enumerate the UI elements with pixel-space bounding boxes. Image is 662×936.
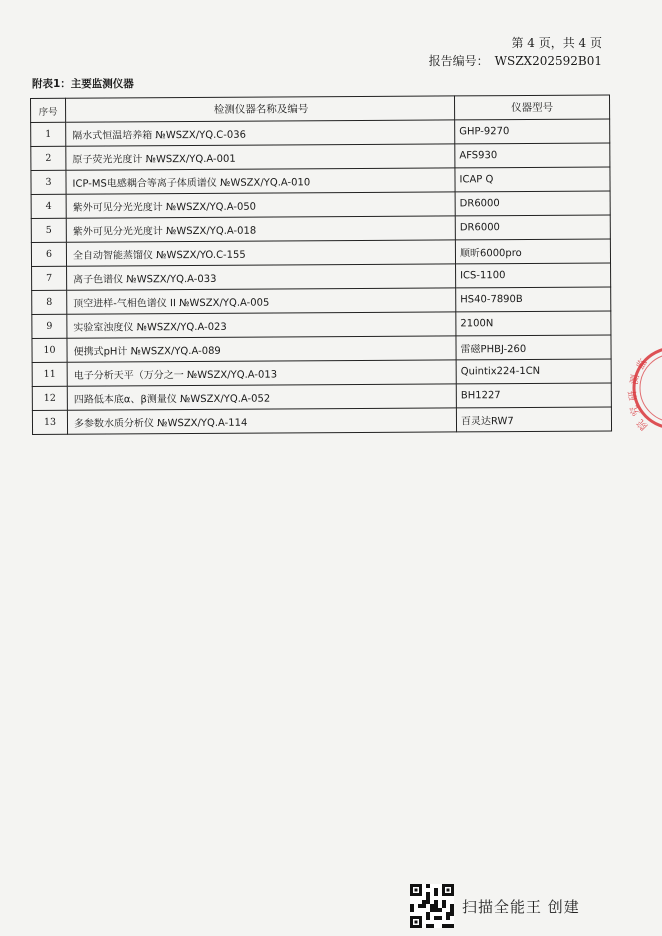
- row-number: 1: [31, 122, 66, 146]
- page-info: [429, 34, 602, 70]
- table-row: [32, 263, 611, 291]
- report-number-row: [429, 52, 602, 70]
- instrument-model: 2100N: [456, 311, 611, 336]
- table-row: [31, 167, 610, 195]
- row-number: 2: [31, 146, 66, 170]
- svg-text:监: 监: [635, 357, 650, 372]
- instrument-table: [30, 94, 612, 435]
- table-header-row: [31, 95, 610, 123]
- row-number: 3: [31, 170, 66, 194]
- header-name: 检测仪器名称及编号: [66, 96, 455, 122]
- instrument-model: ICS-1100: [456, 263, 611, 288]
- table-row: [32, 335, 611, 363]
- instrument-name: 全自动智能蒸馏仪 №WSZX/YO.C-155: [66, 240, 455, 266]
- svg-text:测: 测: [629, 373, 642, 386]
- red-seal-stamp: [622, 340, 662, 436]
- report-number-value: WSZX202592B01: [494, 54, 602, 68]
- svg-text:研: 研: [627, 389, 640, 402]
- table-row: [32, 359, 611, 387]
- instrument-name: 四路低本底α、β测量仪 №WSZX/YQ.A-052: [67, 384, 456, 410]
- instrument-model: DR6000: [455, 191, 610, 216]
- svg-text:究: 究: [628, 403, 643, 418]
- row-number: 4: [31, 194, 66, 218]
- row-number: 5: [31, 218, 66, 242]
- table-row: [31, 143, 610, 171]
- report-number-label: 报告编号：: [428, 54, 489, 68]
- row-number: 12: [32, 386, 67, 410]
- instrument-name: 离子色谱仪 №WSZX/YQ.A-033: [67, 264, 456, 290]
- table-body: [31, 119, 612, 435]
- seal-icon: [622, 340, 662, 436]
- instrument-model: 顺昕6000pro: [455, 239, 610, 264]
- row-number: 11: [32, 362, 67, 386]
- table-row: [32, 287, 611, 315]
- instrument-model: BH1227: [456, 383, 611, 408]
- instrument-model: 雷磁PHBJ-260: [456, 335, 611, 360]
- instrument-model: 百灵达RW7: [456, 407, 611, 432]
- row-number: 6: [31, 242, 66, 266]
- instrument-name: 原子荧光光度计 №WSZX/YQ.A-001: [66, 144, 455, 170]
- instrument-name: 紫外可见分光光度计 №WSZX/YQ.A-018: [66, 216, 455, 242]
- table-row: [31, 215, 610, 243]
- instrument-model: DR6000: [455, 215, 610, 240]
- instrument-model: GHP-9270: [455, 119, 610, 144]
- instrument-name: 实验室浊度仪 №WSZX/YQ.A-023: [67, 312, 456, 338]
- instrument-model: Quintix224-1CN: [456, 359, 611, 384]
- instrument-name: 顶空进样-气相色谱仪 II №WSZX/YQ.A-005: [67, 288, 456, 314]
- scanner-watermark-text: 扫描全能王 创建: [462, 897, 580, 916]
- qr-code-icon: [410, 884, 454, 928]
- table-row: [31, 119, 610, 147]
- svg-text:院: 院: [635, 416, 651, 432]
- instrument-model: AFS930: [455, 143, 610, 168]
- header-model: 仪器型号: [454, 95, 609, 120]
- row-number: 10: [32, 338, 67, 362]
- row-number: 7: [32, 266, 67, 290]
- instrument-name: 隔水式恒温培养箱 №WSZX/YQ.C-036: [66, 120, 455, 146]
- table-row: [31, 239, 610, 267]
- instrument-name: 电子分析天平（万分之一 №WSZX/YQ.A-013: [67, 360, 456, 386]
- table-row: [31, 191, 610, 219]
- row-number: 13: [32, 410, 67, 434]
- table-row: [32, 311, 611, 339]
- instrument-name: 多参数水质分析仪 №WSZX/YQ.A-114: [67, 408, 456, 434]
- row-number: 8: [32, 290, 67, 314]
- instrument-name: 紫外可见分光光度计 №WSZX/YQ.A-050: [66, 192, 455, 218]
- header-no: 序号: [31, 98, 66, 122]
- appendix-title: 附表1：主要监测仪器: [32, 78, 134, 90]
- instrument-model: ICAP Q: [455, 167, 610, 192]
- row-number: 9: [32, 314, 67, 338]
- scanner-watermark: [410, 884, 580, 928]
- page-number: 第 4 页，共 4 页: [511, 36, 602, 50]
- table-row: [32, 383, 611, 411]
- instrument-name: ICP-MS电感耦合等离子体质谱仪 №WSZX/YQ.A-010: [66, 168, 455, 194]
- instrument-model: HS40-7890B: [456, 287, 611, 312]
- table-row: [32, 407, 611, 435]
- instrument-name: 便携式pH计 №WSZX/YQ.A-089: [67, 336, 456, 362]
